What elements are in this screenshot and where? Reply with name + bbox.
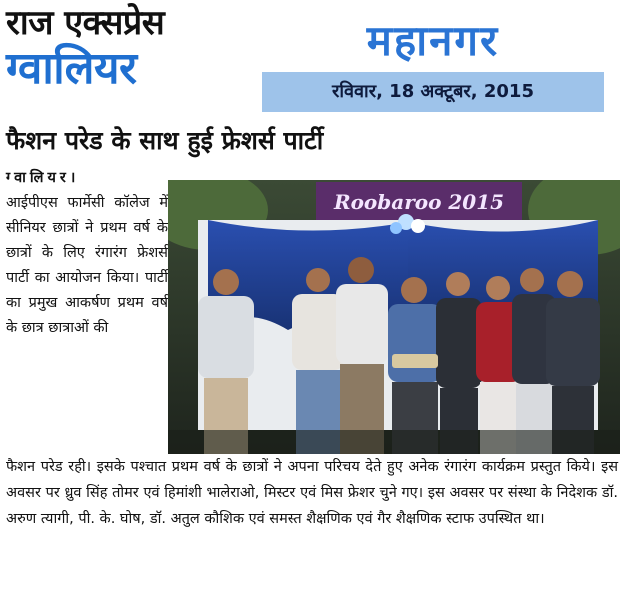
masthead-left	[6, 2, 256, 94]
city-name: ग्वालियर	[6, 43, 137, 94]
article-dateline: ग्वालियर।	[6, 170, 80, 186]
article-column-text	[6, 166, 168, 341]
edition-name: महानगर	[366, 16, 500, 65]
photo-banner-text: Roobaroo 2015	[333, 190, 505, 214]
masthead-right	[262, 14, 604, 112]
event-photo	[168, 180, 620, 454]
newspaper-name: राज एक्सप्रेस	[6, 3, 165, 43]
event-photo-illustration	[168, 180, 620, 454]
article-bottom-paragraph: फैशन परेड रही। इसके पश्चात प्रथम वर्ष के छात्रों ने अपना परिचय देते हुए अनेक रंगारंग कार्यक्रम प्रस्तुत किये। इस अवसर पर ध्रुव सिंह तोमर एवं हिमांशी भालेराओ, मिस्टर एवं मिस फ्रेशर चुने गए। इस अवसर पर संस्था के निदेशक डॉ. अरुण त्यागी, पी. के. घोष, डॉ. अतुल कौशिक एवं समस्त शैक्षणिक एवं गैर शैक्षणिक स्टाफ उपस्थित था।	[6, 459, 618, 527]
article-headline: फैशन परेड के साथ हुई फ्रेशर्स पार्टी	[6, 126, 324, 155]
date-bar: रविवार, 18 अक्टूबर, 2015	[262, 72, 604, 112]
article-column-paragraph: आईपीएस फार्मेसी कॉलेज में सीनियर छात्रों ने प्रथम वर्ष के छात्रों के लिए रंगारंग फ्रेशर्स पार्टी का आयोजन किया। पार्टी का प्रमुख आकर्षण प्रथम वर्ष के छात्र छात्राओं की	[6, 195, 168, 336]
